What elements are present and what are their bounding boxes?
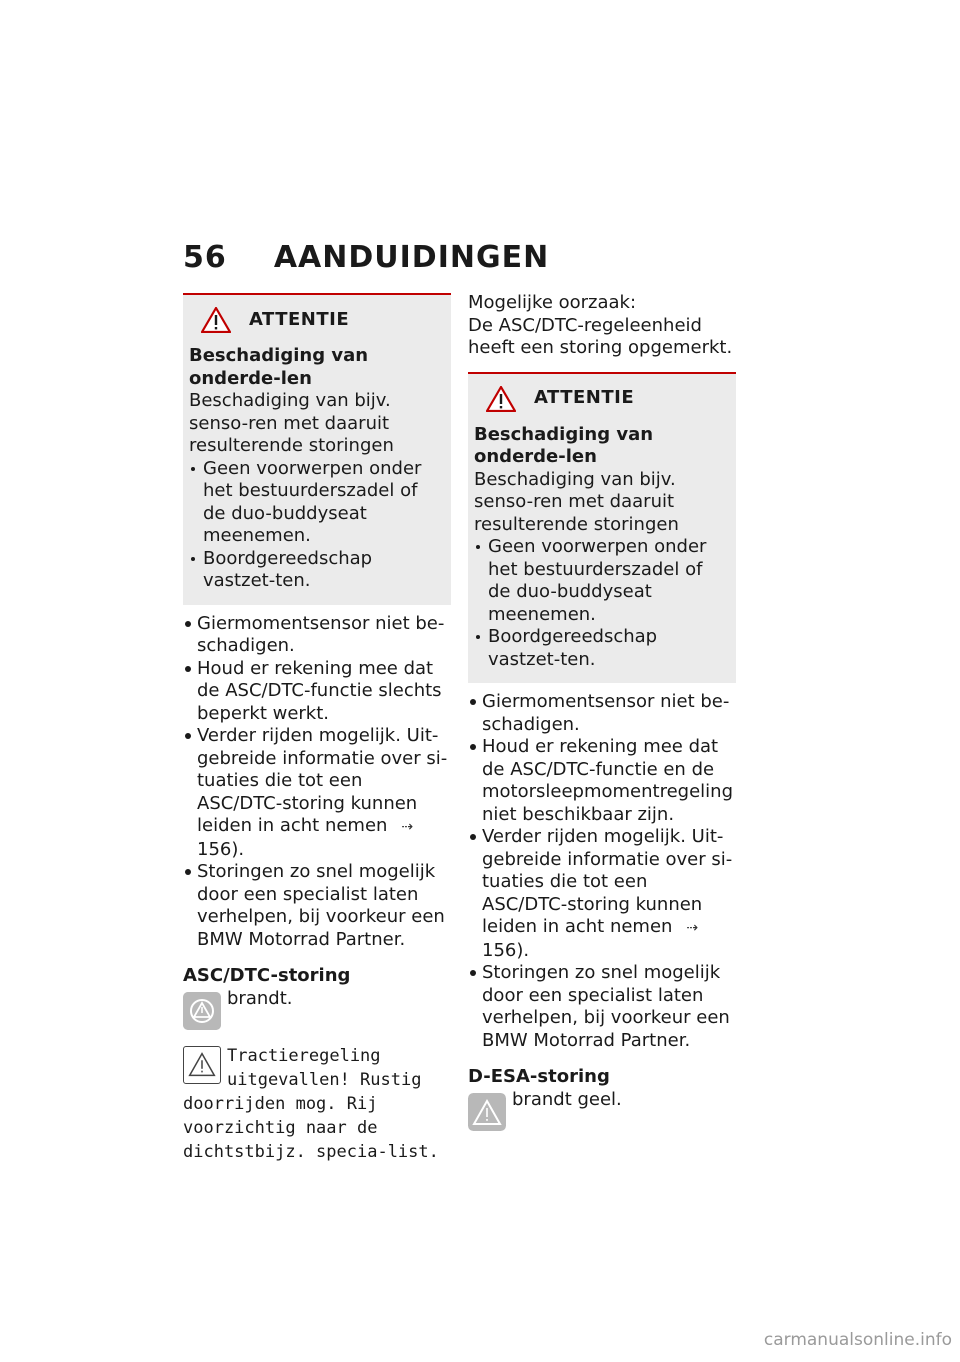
warning-header <box>474 386 730 412</box>
indicator-status: brandt geel. <box>512 1088 622 1110</box>
list-item: Geen voorwerpen onder het bestuurderszadel of de duo-buddyseat meenemen. <box>474 536 730 626</box>
list-item: Storingen zo snel mogelijk door een specialist laten verhelpen, bij voorkeur een BMW Motorrad Partner. <box>468 962 736 1052</box>
list-item <box>183 725 451 861</box>
list-item <box>468 826 736 962</box>
warning-triangle-icon <box>201 307 231 333</box>
instruction-list <box>183 613 451 952</box>
page-header <box>183 240 549 275</box>
display-message <box>183 1044 451 1164</box>
warning-triangle-icon <box>183 1046 221 1084</box>
page-reference-arrow-icon: ⇢ <box>686 920 699 936</box>
list-item: Storingen zo snel mogelijk door een specialist laten verhelpen, bij voorkeur een BMW Motorrad Partner. <box>183 861 451 951</box>
list-item: Boordgereedschap vastzet-ten. <box>474 626 730 671</box>
list-item-text: Verder rijden mogelijk. Uit-gebreide informatie over si-tuaties die tot een ASC/DTC-storing kunnen leiden in acht nemen <box>197 725 448 836</box>
warning-list <box>474 536 730 671</box>
section-title: D-ESA-storing <box>468 1066 610 1087</box>
list-item: Houd er rekening mee dat de ASC/DTC-functie en de motorsleepmomentregeling niet beschikbaar zijn. <box>468 736 736 826</box>
list-item: Giermomentsensor niet be-schadigen. <box>183 613 451 658</box>
warning-box <box>468 372 736 684</box>
indicator-row <box>468 1089 736 1131</box>
indicator-status: brandt. <box>227 987 293 1009</box>
cause-text: De ASC/DTC-regeleenheid heeft een storing opgemerkt. <box>468 314 733 358</box>
cause-label: Mogelijke oorzaak: <box>468 292 637 313</box>
section-title: ASC/DTC-storing <box>183 965 351 986</box>
warning-triangle-icon <box>486 386 516 412</box>
list-item: Giermomentsensor niet be-schadigen. <box>468 691 736 736</box>
list-item: Boordgereedschap vastzet-ten. <box>189 548 445 593</box>
general-warning-indicator-icon <box>183 992 221 1030</box>
warning-title: Beschadiging van onderde-len <box>474 423 654 467</box>
warning-text: Beschadiging van bijv. senso-ren met daaruit resulterende storingen <box>189 390 394 456</box>
warning-header <box>189 307 445 333</box>
page-reference[interactable]: 156). <box>197 838 245 860</box>
page-number: 56 <box>183 240 227 275</box>
indicator-row <box>183 988 451 1030</box>
warning-label: ATTENTIE <box>534 387 635 409</box>
warning-label: ATTENTIE <box>249 308 350 330</box>
general-warning-indicator-icon <box>468 1093 506 1131</box>
instruction-list <box>468 691 736 1052</box>
left-column <box>183 293 451 1164</box>
warning-box <box>183 293 451 605</box>
watermark[interactable]: carmanualsonline.info <box>763 1330 952 1350</box>
warning-list <box>189 458 445 593</box>
page-reference-arrow-icon: ⇢ <box>401 819 414 835</box>
page-reference[interactable]: 156). <box>482 939 530 961</box>
chapter-title: AANDUIDINGEN <box>273 240 550 275</box>
list-item: Geen voorwerpen onder het bestuurderszadel of de duo-buddyseat meenemen. <box>189 458 445 548</box>
list-item-text: Verder rijden mogelijk. Uit-gebreide informatie over si-tuaties die tot een ASC/DTC-storing kunnen leiden in acht nemen <box>482 826 733 937</box>
warning-title: Beschadiging van onderde-len <box>189 345 369 389</box>
display-text: Tractieregeling uitgevallen! Rustig doorrijden mog. Rij voorzichtig naar de dichtstbijz. specia-list. <box>183 1045 439 1162</box>
list-item: Houd er rekening mee dat de ASC/DTC-functie slechts beperkt werkt. <box>183 658 451 726</box>
right-column <box>468 292 736 1131</box>
warning-text: Beschadiging van bijv. senso-ren met daaruit resulterende storingen <box>474 468 679 535</box>
